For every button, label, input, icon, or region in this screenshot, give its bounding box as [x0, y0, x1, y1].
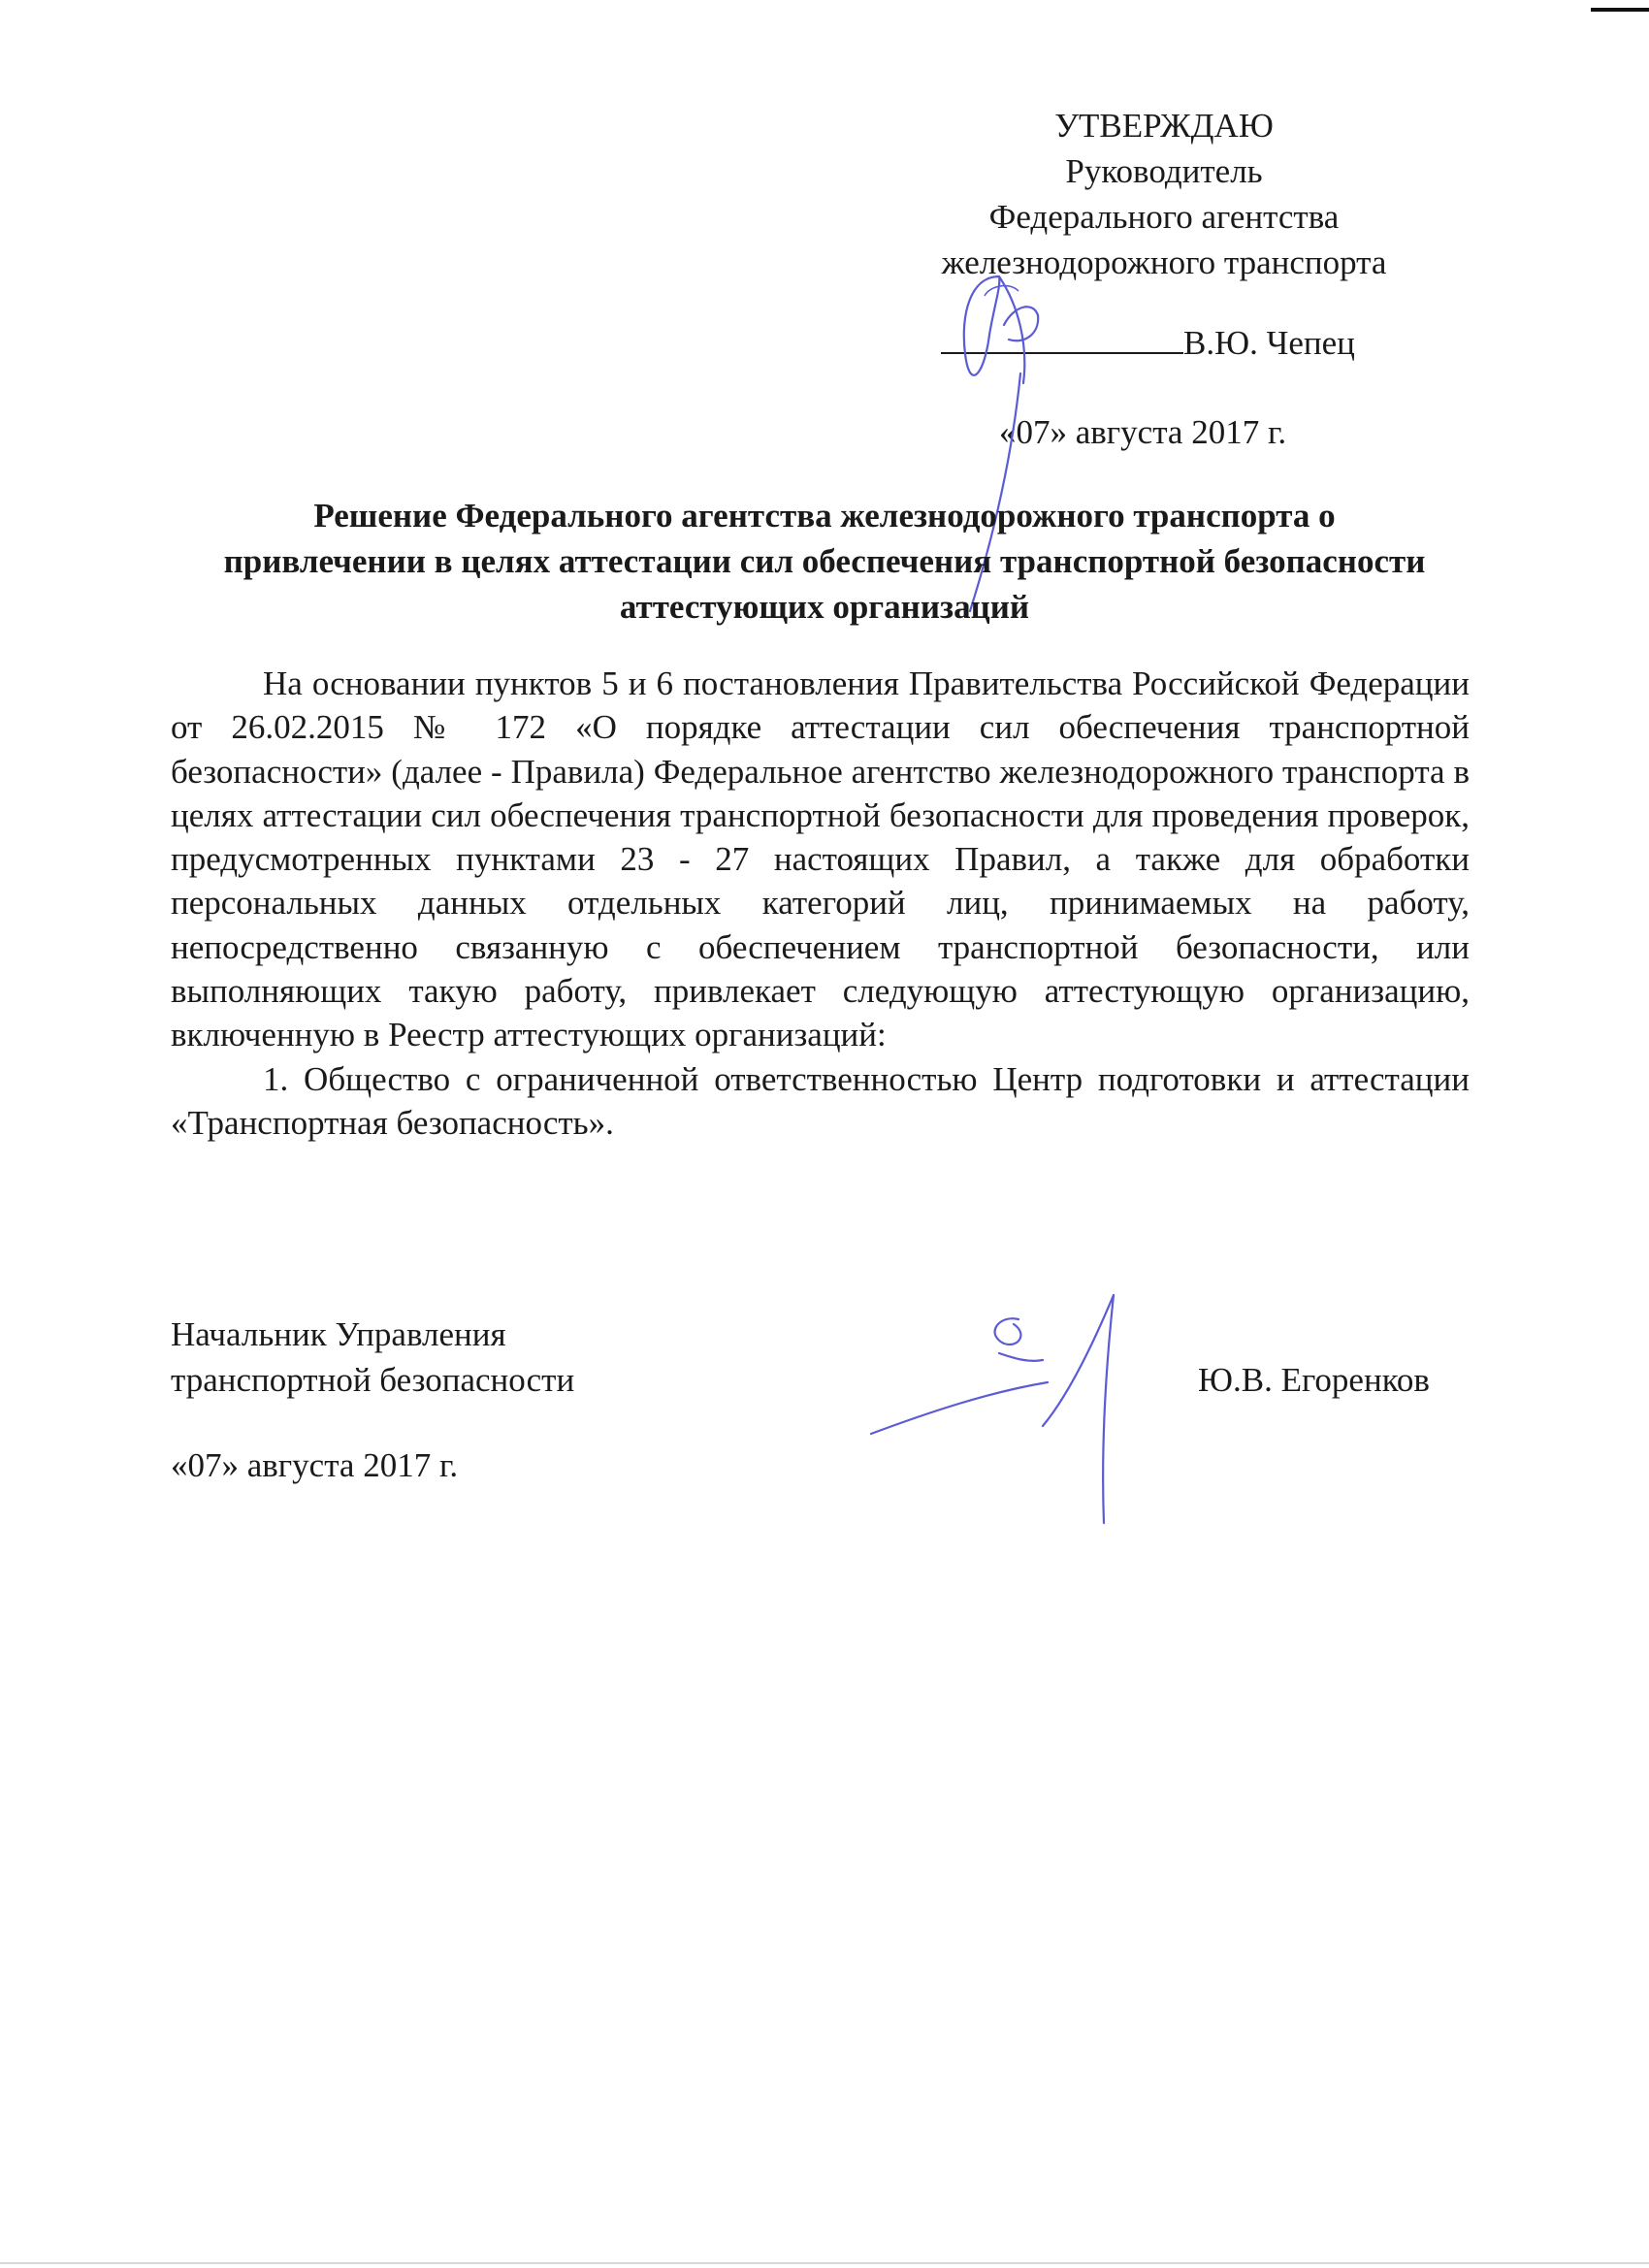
- approval-position-3: железнодорожного транспорта: [941, 243, 1387, 281]
- approval-signer-name: В.Ю. Чепец: [1183, 324, 1355, 362]
- footer-position-2: транспортной безопасности: [171, 1361, 575, 1399]
- footer-signer-name: Ю.В. Егоренков: [1198, 1361, 1430, 1399]
- signature-underline: [941, 323, 1183, 354]
- title-line-2: привлечении в целях аттестации сил обеспечения транспортной безопасности: [223, 542, 1426, 580]
- scan-bottom-edge: [0, 2262, 1649, 2264]
- approval-block: [892, 103, 1436, 285]
- footer-date: «07» августа 2017 г.: [171, 1446, 459, 1484]
- list-item: 1. Общество с ограниченной ответственностью Центр подготовки и аттестации «Транспортная безопасность».: [171, 1059, 1470, 1142]
- approval-date: «07» августа 2017 г.: [999, 413, 1287, 451]
- body-paragraph: На основании пунктов 5 и 6 постановления Правительства Российской Федерации от 26.02.2015 № 172 «О порядке аттестации сил обеспечения транспортной безопасности» (далее - Правила) Федеральное агентство железнодорожного транспорта в целях аттестации сил обеспечения транспортной безопасности для проведения проверок, предусмотренных пунктами 23 - 27 настоящих Правил, а также для обработки персональных данных отдельных категорий лиц, принимаемых на работу, непосредственно связанную с обеспечением транспортной безопасности, или выполняющих такую работу, привлекает следующую аттестующую организацию, включенную в Реестр аттестующих организаций:: [171, 664, 1470, 1054]
- approval-signature-line: [941, 320, 1445, 366]
- document-title: [116, 493, 1533, 630]
- approval-heading: УТВЕРЖДАЮ: [1054, 107, 1274, 145]
- footer-position: [171, 1312, 574, 1403]
- document-body: [171, 662, 1470, 1145]
- approval-position-2: Федерального агентства: [988, 198, 1340, 236]
- title-line-1: Решение Федерального агентства железнодорожного транспорта о: [313, 497, 1336, 535]
- scan-corner-mark: [1591, 8, 1649, 12]
- approval-position-1: Руководитель: [1065, 152, 1263, 190]
- title-line-3: аттестующих организаций: [619, 588, 1030, 626]
- footer-position-1: Начальник Управления: [171, 1315, 506, 1353]
- footer-signature: [863, 1290, 1154, 1533]
